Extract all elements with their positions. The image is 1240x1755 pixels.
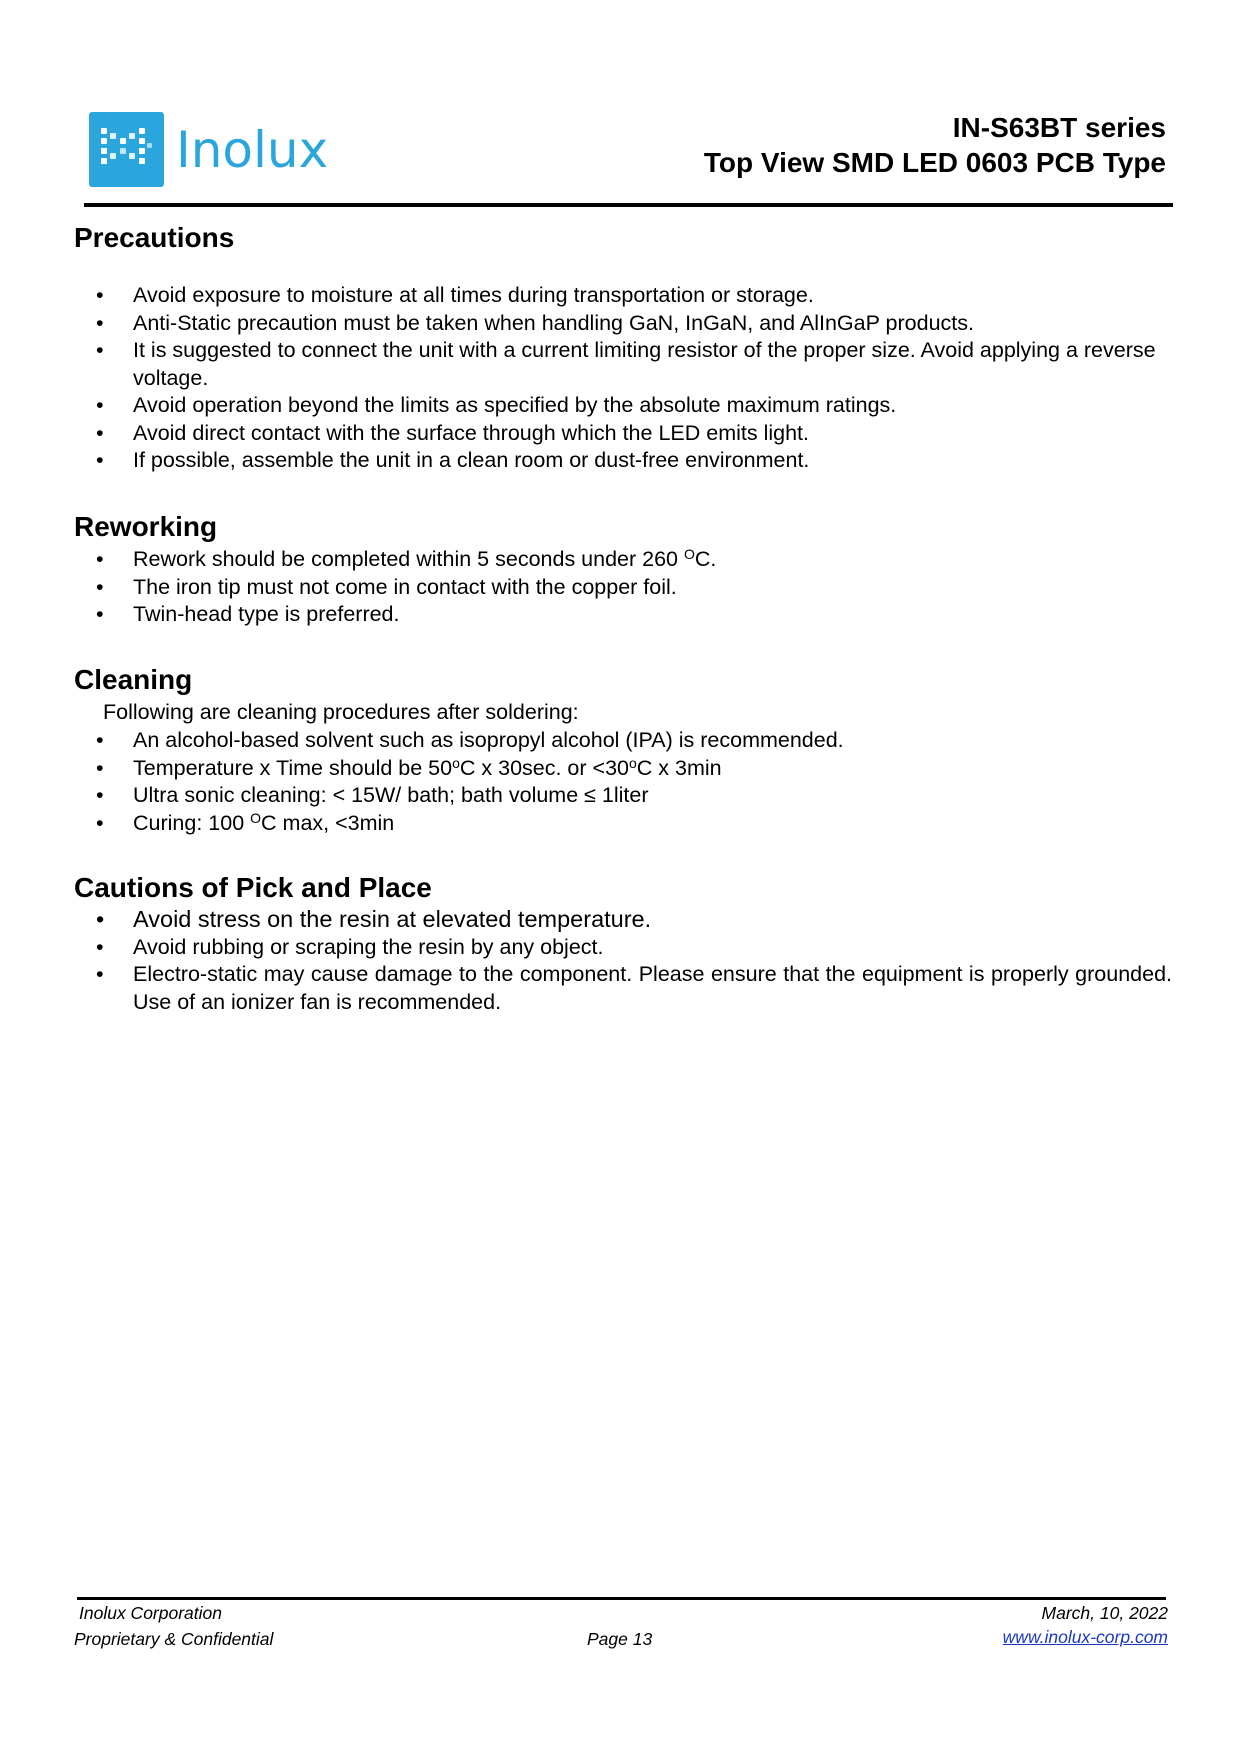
footer-date: March, 10, 2022: [1041, 1603, 1168, 1623]
precautions-heading: Precautions: [74, 222, 235, 253]
cleaning-heading: Cleaning: [74, 664, 193, 695]
list-item: • Ultra sonic cleaning: < 15W/ bath; bath volume ≤ 1liter: [96, 782, 1172, 810]
logo-mark-icon: [89, 112, 164, 187]
pick-place-list: [96, 906, 1172, 1016]
header-divider: [84, 203, 1173, 207]
list-item: • If possible, assemble the unit in a clean room or dust-free environment.: [96, 447, 1172, 475]
list-item: • Avoid exposure to moisture at all times during transportation or storage.: [96, 282, 1172, 310]
list-item: • Curing: 100 $^O$C max, <3min: [96, 810, 1172, 838]
list-item: • The iron tip must not come in contact with the copper foil.: [96, 574, 1172, 602]
document-title: [704, 110, 1166, 180]
list-item: • Electro-static may cause damage to the component. Please ensure that the equipment is properly grounded. Use of an ionizer fan is recommended.: [96, 961, 1172, 1016]
list-item: • Avoid rubbing or scraping the resin by any object.: [96, 934, 1172, 962]
cleaning-list: [96, 727, 1172, 837]
page-number: Page 13: [587, 1629, 653, 1649]
logo-text: Inolux: [176, 120, 329, 179]
list-item: • Avoid direct contact with the surface through which the LED emits light.: [96, 420, 1172, 448]
list-item: • It is suggested to connect the unit with a current limiting resistor of the proper size. Avoid applying a reverse voltage.: [96, 337, 1172, 392]
product-type: Top View SMD LED 0603 PCB Type: [703, 147, 1166, 178]
company-logo: [89, 111, 328, 188]
footer-company: Inolux Corporation: [79, 1603, 222, 1623]
list-item: • Rework should be completed within 5 seconds under 260 $^O$C.: [96, 546, 1172, 574]
series-name: IN-S63BT series: [952, 112, 1166, 143]
list-item: • Temperature x Time should be 50$^o$C x 30sec. or $<30^oC$ x 3min: [96, 755, 1172, 783]
precautions-list: [96, 282, 1172, 475]
list-item: • Twin-head type is preferred.: [96, 601, 1172, 629]
footer-divider: [77, 1597, 1166, 1600]
pick-place-heading: Cautions of Pick and Place: [74, 872, 432, 903]
cleaning-intro: Following are cleaning procedures after soldering:: [103, 700, 579, 724]
reworking-heading: Reworking: [74, 511, 218, 542]
list-item: • An alcohol-based solvent such as isopropyl alcohol (IPA) is recommended.: [96, 727, 1172, 755]
reworking-list: [96, 546, 1172, 629]
list-item: • Avoid stress on the resin at elevated temperature.: [96, 906, 1172, 934]
website-link[interactable]: www.inolux-corp.com: [1002, 1627, 1168, 1647]
list-item: • Avoid operation beyond the limits as specified by the absolute maximum ratings.: [96, 392, 1172, 420]
list-item: • Anti-Static precaution must be taken when handling GaN, InGaN, and AlInGaP products.: [96, 310, 1172, 338]
footer-confidential: Proprietary & Confidential: [74, 1629, 274, 1649]
